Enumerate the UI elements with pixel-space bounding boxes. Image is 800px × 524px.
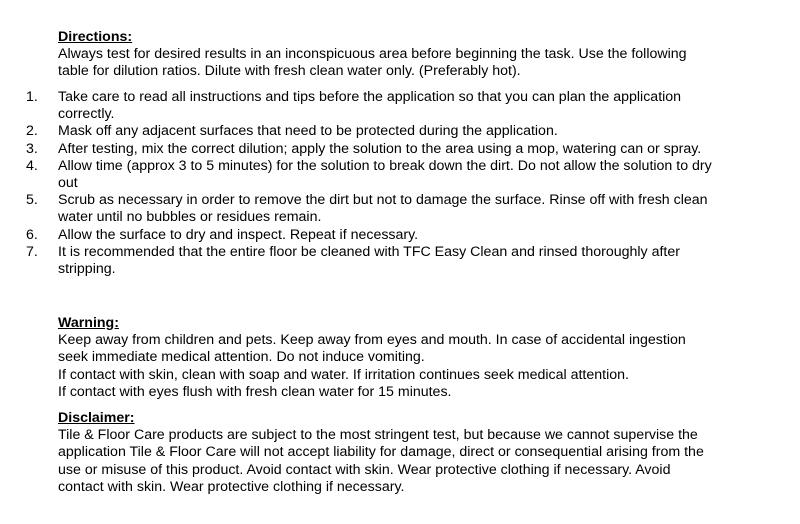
disclaimer-line: contact with skin. Wear protective clothing if necessary. <box>58 478 405 495</box>
step-text-line: water until no bubbles or residues remain. <box>58 209 322 226</box>
step-number: 4. <box>26 157 38 174</box>
disclaimer-line: application Tile & Floor Care will not accept liability for damage, direct or consequential arising from the <box>58 444 704 461</box>
step-text-line: correctly. <box>58 106 115 123</box>
directions-section <box>58 29 758 81</box>
warning-line: If contact with eyes flush with fresh clean water for 15 minutes. <box>58 383 452 400</box>
step-text-line: Allow the surface to dry and inspect. Repeat if necessary. <box>58 226 419 243</box>
step-text-line: Take care to read all instructions and tips before the application so that you can plan the application <box>58 89 682 105</box>
list-item <box>0 244 760 278</box>
step-number: 3. <box>26 140 38 157</box>
list-item <box>0 158 760 192</box>
warning-line: If contact with skin, clean with soap and water. If irritation continues seek medical attention. <box>58 366 629 383</box>
warning-heading: Warning: <box>58 315 119 331</box>
step-text-line: stripping. <box>58 261 116 278</box>
disclaimer-line: Tile & Floor Care products are subject to the most stringent test, but because we cannot supervise the <box>58 427 698 444</box>
step-text-line: Mask off any adjacent surfaces that need to be protected during the application. <box>58 123 558 140</box>
step-text-line: After testing, mix the correct dilution; apply the solution to the area using a mop, watering can or spray. <box>58 140 702 157</box>
step-number: 7. <box>26 243 38 260</box>
list-item <box>0 227 760 244</box>
list-item <box>0 123 760 140</box>
step-number: 5. <box>26 192 38 209</box>
directions-intro-line: Always test for desired results in an inconspicuous area before beginning the task. Use the following <box>58 46 687 63</box>
step-number: 6. <box>26 226 38 243</box>
directions-steps-list <box>0 89 760 278</box>
disclaimer-heading: Disclaimer: <box>58 410 135 426</box>
list-item <box>0 89 760 123</box>
directions-heading: Directions: <box>58 29 133 45</box>
list-item <box>0 192 760 226</box>
warning-section <box>58 315 758 401</box>
warning-line: Keep away from children and pets. Keep away from eyes and mouth. In case of accidental ingestion <box>58 332 686 349</box>
disclaimer-section <box>58 410 758 496</box>
step-text-line: Allow time (approx 3 to 5 minutes) for the solution to break down the dirt. Do not allow the solution to dry <box>58 157 712 174</box>
step-number: 1. <box>26 89 38 105</box>
directions-intro-line: table for dilution ratios. Dilute with fresh clean water only. (Preferably hot). <box>58 63 521 80</box>
step-text-line: Scrub as necessary in order to remove the dirt but not to damage the surface. Rinse off with fresh clean <box>58 192 708 209</box>
list-item <box>0 141 760 158</box>
step-text-line: It is recommended that the entire floor be cleaned with TFC Easy Clean and rinsed thoroughly after <box>58 243 680 260</box>
warning-line: seek immediate medical attention. Do not induce vomiting. <box>58 349 425 366</box>
step-number: 2. <box>26 123 38 140</box>
disclaimer-line: use or misuse of this product. Avoid contact with skin. Wear protective clothing if necessary. Avoid <box>58 461 671 478</box>
step-text-line: out <box>58 175 78 192</box>
